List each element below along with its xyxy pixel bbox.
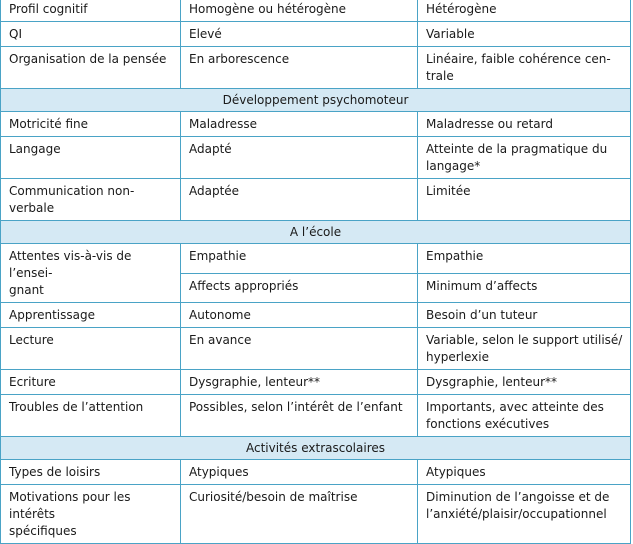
cell-col2: Empathie bbox=[181, 244, 418, 274]
table-row bbox=[1, 47, 631, 89]
table-row bbox=[1, 137, 631, 179]
cell-line: Importants, avec atteinte des bbox=[426, 400, 604, 414]
cell-col3: Empathie bbox=[418, 244, 631, 274]
section-header bbox=[1, 89, 631, 112]
cell-col3: Maladresse ou retard bbox=[418, 112, 631, 137]
table-row bbox=[1, 179, 631, 221]
table-row bbox=[1, 244, 631, 274]
row-label: Motricité fine bbox=[1, 112, 181, 137]
cell-col2: Dysgraphie, lenteur** bbox=[181, 370, 418, 395]
cell-line: spécifiques bbox=[9, 524, 77, 538]
table-row bbox=[1, 112, 631, 137]
table-row bbox=[1, 485, 631, 544]
cell-col3: Besoin d’un tuteur bbox=[418, 303, 631, 328]
table-row bbox=[1, 460, 631, 485]
cell-col3 bbox=[418, 395, 631, 437]
cell-line: Atteinte de la pragmatique du bbox=[426, 142, 608, 156]
row-label: QI bbox=[1, 22, 181, 47]
section-title: Développement psychomoteur bbox=[1, 89, 631, 112]
row-label: Apprentissage bbox=[1, 303, 181, 328]
section-title: Activités extrascolaires bbox=[1, 437, 631, 460]
cell-col2: Curiosité/besoin de maîtrise bbox=[181, 485, 418, 544]
section-header bbox=[1, 437, 631, 460]
cell-col2: Possibles, selon l’intérêt de l’enfant bbox=[181, 395, 418, 437]
cell-col3 bbox=[418, 47, 631, 89]
cell-line: Variable, selon le support utilisé/ bbox=[426, 333, 623, 347]
table-row bbox=[1, 0, 631, 22]
cell-line: l’anxiété/plaisir/occupationnel bbox=[426, 507, 607, 521]
cell-line: trale bbox=[426, 69, 454, 83]
cell-line: hyperlexie bbox=[426, 350, 489, 364]
row-label: Profil cognitif bbox=[1, 0, 181, 22]
row-label: Ecriture bbox=[1, 370, 181, 395]
cell-col3: Atypiques bbox=[418, 460, 631, 485]
cell-col3 bbox=[418, 137, 631, 179]
cell-line: Diminution de l’angoisse et de bbox=[426, 490, 610, 504]
cell-col3 bbox=[418, 328, 631, 370]
cell-col2: En avance bbox=[181, 328, 418, 370]
cell-col2: Maladresse bbox=[181, 112, 418, 137]
row-label: Types de loisirs bbox=[1, 460, 181, 485]
cell-line: Motivations pour les intérêts bbox=[9, 490, 131, 521]
cell-line: gnant bbox=[9, 283, 44, 297]
row-label bbox=[1, 485, 181, 544]
cell-line: Linéaire, faible cohérence cen- bbox=[426, 52, 611, 66]
row-label: Langage bbox=[1, 137, 181, 179]
cell-col2: Affects appropriés bbox=[181, 273, 418, 303]
row-label: Organisation de la pensée bbox=[1, 47, 181, 89]
row-label: Troubles de l’attention bbox=[1, 395, 181, 437]
cell-col2: Autonome bbox=[181, 303, 418, 328]
table-row bbox=[1, 370, 631, 395]
cell-col2: Homogène ou hétérogène bbox=[181, 0, 418, 22]
table-row bbox=[1, 303, 631, 328]
row-label: Lecture bbox=[1, 328, 181, 370]
table-row bbox=[1, 22, 631, 47]
cell-col3: Hétérogène bbox=[418, 0, 631, 22]
cell-col2: Adaptée bbox=[181, 179, 418, 221]
cell-col2: Elevé bbox=[181, 22, 418, 47]
section-title: A l’école bbox=[1, 221, 631, 244]
cell-col2: En arborescence bbox=[181, 47, 418, 89]
cell-col3 bbox=[418, 485, 631, 544]
cell-col3: Limitée bbox=[418, 179, 631, 221]
cell-line: langage* bbox=[426, 159, 481, 173]
cell-line: fonctions exécutives bbox=[426, 417, 550, 431]
section-header bbox=[1, 221, 631, 244]
cell-col2: Adapté bbox=[181, 137, 418, 179]
cell-line: Attentes vis-à-vis de l’ensei- bbox=[9, 249, 132, 280]
cell-col3: Variable bbox=[418, 22, 631, 47]
cell-col2: Atypiques bbox=[181, 460, 418, 485]
cell-col3: Minimum d’affects bbox=[418, 273, 631, 303]
table-row bbox=[1, 328, 631, 370]
cell-col3: Dysgraphie, lenteur** bbox=[418, 370, 631, 395]
table-row bbox=[1, 395, 631, 437]
row-label: Communication non-verbale bbox=[1, 179, 181, 221]
row-label bbox=[1, 244, 181, 303]
